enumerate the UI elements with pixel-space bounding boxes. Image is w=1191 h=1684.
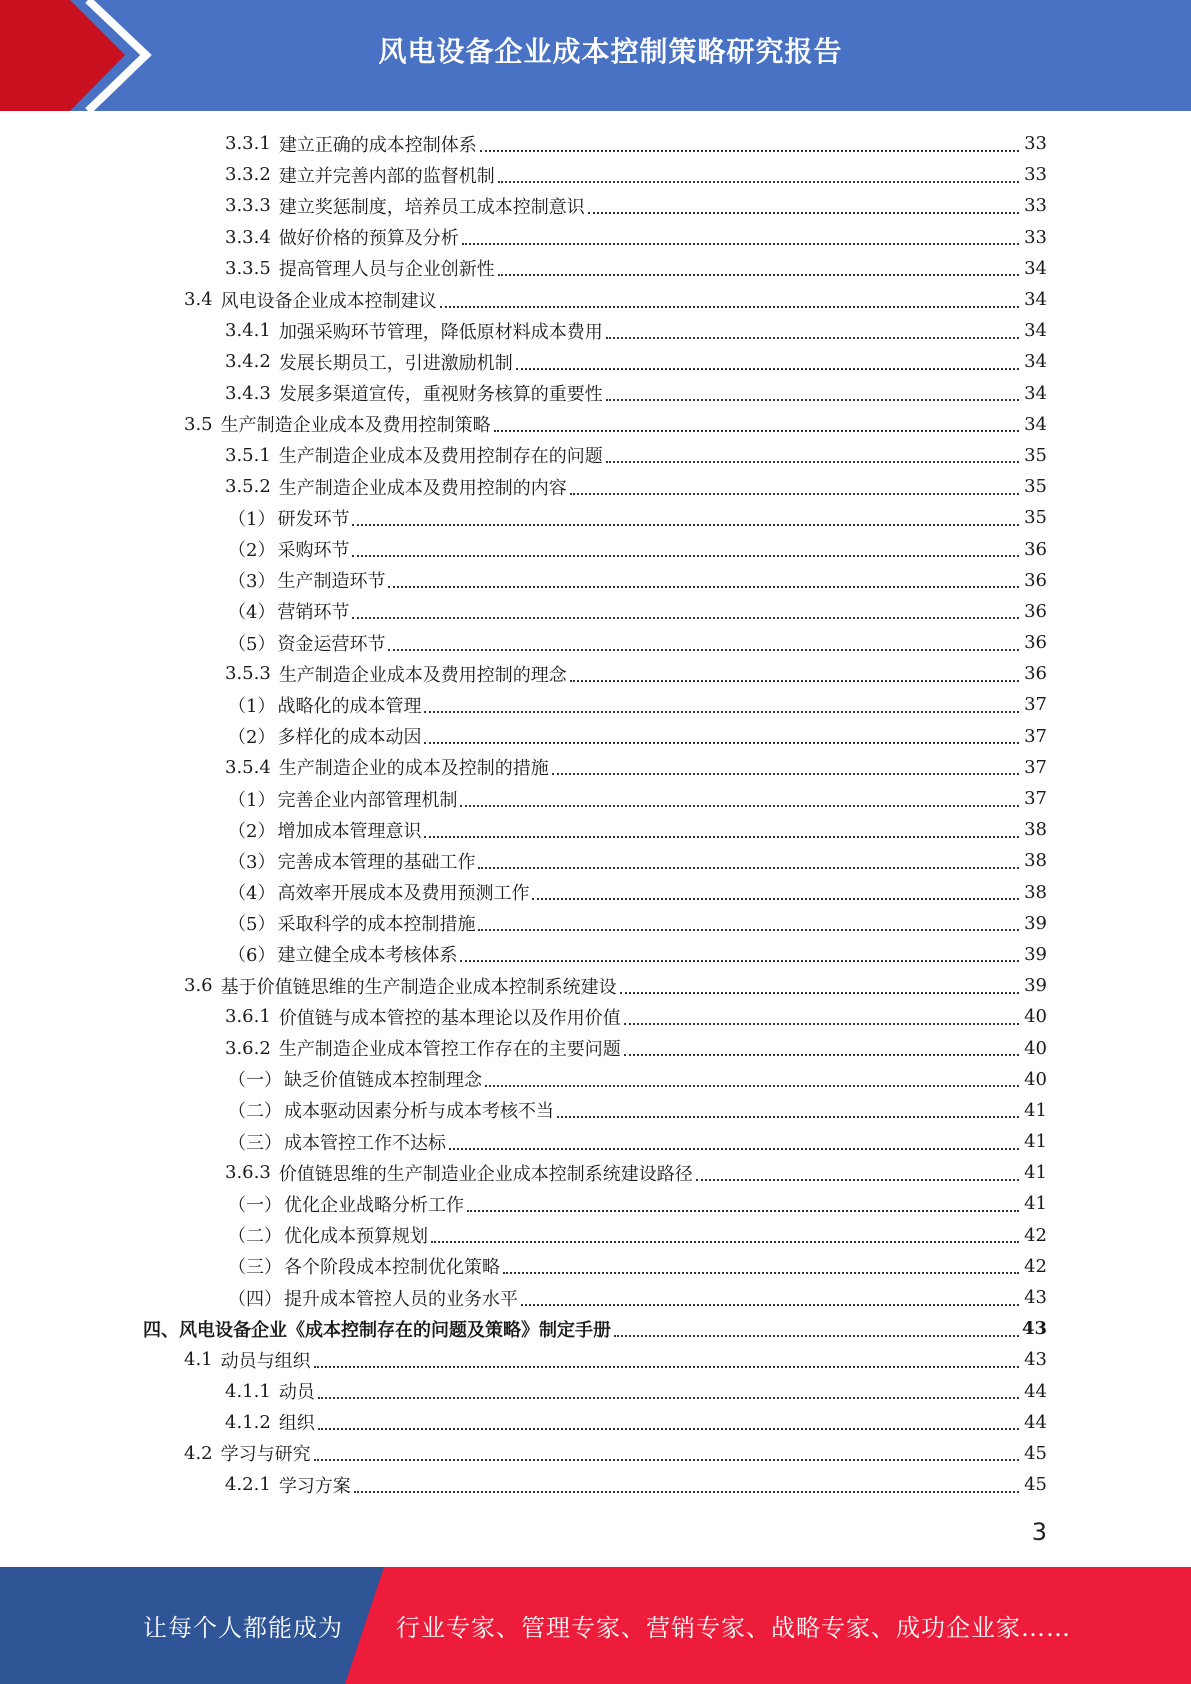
toc-entry-number: 3.3.5 bbox=[225, 257, 271, 279]
toc-entry-number: （4） bbox=[228, 602, 276, 624]
toc-entry-title: 高效率开展成本及费用预测工作 bbox=[277, 883, 530, 905]
toc-entry-title: 学习方案 bbox=[278, 1475, 351, 1497]
toc-entry-title: 组织 bbox=[278, 1413, 315, 1435]
toc-dot-leader bbox=[449, 1130, 1019, 1150]
toc-dot-leader bbox=[388, 568, 1019, 588]
toc-dot-leader bbox=[532, 880, 1019, 900]
toc-dot-leader bbox=[424, 693, 1019, 713]
toc-dot-leader bbox=[494, 412, 1019, 432]
toc-entry-number: 3.3.3 bbox=[225, 195, 271, 217]
toc-entry-page: 39 bbox=[1024, 943, 1047, 965]
toc-entry[interactable] bbox=[0, 1376, 1191, 1407]
toc-dot-leader bbox=[352, 599, 1019, 619]
toc-entry-number: （3） bbox=[228, 571, 276, 593]
toc-entry-number: 4.2 bbox=[184, 1442, 213, 1464]
toc-entry[interactable] bbox=[0, 1001, 1191, 1032]
toc-entry[interactable] bbox=[0, 253, 1191, 284]
toc-entry[interactable] bbox=[0, 440, 1191, 471]
toc-entry-page: 40 bbox=[1024, 1037, 1047, 1059]
toc-entry-number: 3.3.2 bbox=[225, 164, 271, 186]
toc-entry-number: 3.6.1 bbox=[225, 1006, 271, 1028]
toc-entry[interactable] bbox=[0, 1220, 1191, 1251]
toc-entry-page: 36 bbox=[1024, 663, 1047, 685]
toc-dot-leader bbox=[620, 974, 1019, 994]
toc-dot-leader bbox=[460, 787, 1019, 807]
toc-dot-leader bbox=[314, 1348, 1019, 1368]
toc-entry-page: 34 bbox=[1024, 382, 1047, 404]
toc-entry-number: 4.1.1 bbox=[225, 1380, 271, 1402]
toc-dot-leader bbox=[696, 1161, 1019, 1181]
toc-entry-page: 43 bbox=[1024, 1349, 1047, 1371]
toc-entry-number: （四） bbox=[228, 1288, 282, 1310]
toc-entry[interactable] bbox=[0, 939, 1191, 970]
toc-entry-title: 缺乏价值链成本控制理念 bbox=[284, 1070, 482, 1092]
toc-entry-page: 40 bbox=[1024, 1006, 1047, 1028]
toc-entry-title: 研发环节 bbox=[277, 508, 350, 530]
toc-entry[interactable] bbox=[0, 190, 1191, 221]
toc-dot-leader bbox=[570, 475, 1019, 495]
toc-entry-number: （2） bbox=[228, 727, 276, 749]
toc-entry[interactable] bbox=[0, 1407, 1191, 1438]
toc-entry-number: 3.4.2 bbox=[225, 351, 271, 373]
toc-entry[interactable] bbox=[0, 409, 1191, 440]
toc-entry-title: 资金运营环节 bbox=[277, 633, 386, 655]
toc-entry-number: 3.5.4 bbox=[225, 756, 271, 778]
toc-entry-page: 44 bbox=[1024, 1411, 1047, 1433]
report-title: 风电设备企业成本控制策略研究报告 bbox=[378, 35, 843, 68]
toc-entry[interactable] bbox=[0, 159, 1191, 190]
toc-entry-number: （5） bbox=[228, 914, 276, 936]
toc-entry-title: 生产制造企业的成本及控制的措施 bbox=[278, 758, 549, 780]
toc-entry[interactable] bbox=[0, 1064, 1191, 1095]
toc-entry-number: （3） bbox=[228, 851, 276, 873]
toc-entry[interactable] bbox=[0, 1282, 1191, 1313]
toc-entry-number: 4.1 bbox=[184, 1349, 213, 1371]
toc-entry-title: 完善企业内部管理机制 bbox=[277, 789, 458, 811]
toc-entry-title: 生产制造企业成本及费用控制策略 bbox=[220, 415, 491, 437]
toc-dot-leader bbox=[498, 163, 1019, 183]
toc-dot-leader bbox=[318, 1379, 1019, 1399]
toc-dot-leader bbox=[570, 662, 1019, 682]
toc-entry-page: 44 bbox=[1024, 1380, 1047, 1402]
toc-entry-title: 发展多渠道宣传，重视财务核算的重要性 bbox=[278, 384, 603, 406]
toc-entry[interactable] bbox=[0, 752, 1191, 783]
toc-dot-leader bbox=[516, 350, 1019, 370]
toc-entry-title: 成本管控工作不达标 bbox=[284, 1132, 446, 1154]
toc-dot-leader bbox=[552, 755, 1019, 775]
toc-entry[interactable] bbox=[0, 1095, 1191, 1126]
toc-entry-title: 增加成本管理意识 bbox=[277, 820, 422, 842]
toc-dot-leader bbox=[624, 1036, 1019, 1056]
toc-entry-page: 41 bbox=[1024, 1193, 1047, 1215]
toc-entry-title: 做好价格的预算及分析 bbox=[278, 228, 459, 250]
toc-entry[interactable] bbox=[0, 1188, 1191, 1219]
toc-dot-leader bbox=[478, 849, 1019, 869]
toc-entry-number: 3.6.3 bbox=[225, 1162, 271, 1184]
toc-entry-title: 完善成本管理的基础工作 bbox=[277, 851, 476, 873]
toc-entry-title: 建立正确的成本控制体系 bbox=[278, 134, 477, 156]
toc-entry-page: 42 bbox=[1024, 1255, 1047, 1277]
toc-entry-page: 37 bbox=[1024, 788, 1047, 810]
toc-entry[interactable] bbox=[0, 284, 1191, 315]
toc-dot-leader bbox=[352, 537, 1019, 557]
toc-entry-page: 38 bbox=[1024, 850, 1047, 872]
toc-entry[interactable] bbox=[0, 128, 1191, 159]
toc-entry-title: 风电设备企业《成本控制存在的问题及策略》制定手册 bbox=[179, 1319, 611, 1341]
toc-entry-title: 动员 bbox=[278, 1382, 315, 1404]
table-of-contents bbox=[0, 128, 1191, 1500]
toc-dot-leader bbox=[606, 319, 1019, 339]
toc-entry-title: 生产制造企业成本及费用控制的内容 bbox=[278, 477, 567, 499]
toc-dot-leader bbox=[624, 1005, 1019, 1025]
toc-entry[interactable] bbox=[0, 658, 1191, 689]
toc-entry[interactable] bbox=[0, 1126, 1191, 1157]
toc-dot-leader bbox=[440, 288, 1019, 308]
toc-entry[interactable] bbox=[0, 970, 1191, 1001]
toc-entry-number: （1） bbox=[228, 508, 276, 530]
toc-entry[interactable] bbox=[0, 1157, 1191, 1188]
toc-entry-page: 34 bbox=[1024, 289, 1047, 311]
toc-entry-title: 建立奖惩制度，培养员工成本控制意识 bbox=[278, 196, 585, 218]
toc-entry-page: 45 bbox=[1024, 1442, 1047, 1464]
toc-entry-title: 基于价值链思维的生产制造企业成本控制系统建设 bbox=[220, 976, 617, 998]
toc-entry-title: 成本驱动因素分析与成本考核不当 bbox=[284, 1101, 554, 1123]
toc-dot-leader bbox=[431, 1223, 1019, 1243]
page-header bbox=[0, 0, 1191, 111]
toc-entry-page: 41 bbox=[1024, 1099, 1047, 1121]
toc-entry-page: 33 bbox=[1024, 195, 1047, 217]
toc-entry-page: 39 bbox=[1024, 975, 1047, 997]
toc-entry[interactable] bbox=[0, 627, 1191, 658]
toc-entry-page: 34 bbox=[1024, 257, 1047, 279]
toc-entry-title: 动员与组织 bbox=[220, 1350, 311, 1372]
toc-entry-number: （1） bbox=[228, 789, 276, 811]
toc-entry-title: 价值链思维的生产制造业企业成本控制系统建设路径 bbox=[278, 1163, 693, 1185]
toc-entry[interactable] bbox=[0, 877, 1191, 908]
toc-entry[interactable] bbox=[0, 378, 1191, 409]
toc-entry-title: 采购环节 bbox=[277, 540, 350, 562]
toc-dot-leader bbox=[467, 1192, 1019, 1212]
toc-entry-title: 多样化的成本动因 bbox=[277, 727, 422, 749]
toc-entry-number: （三） bbox=[228, 1257, 282, 1279]
toc-dot-leader bbox=[478, 911, 1019, 931]
toc-dot-leader bbox=[485, 1067, 1019, 1087]
toc-entry[interactable] bbox=[0, 1344, 1191, 1375]
toc-entry-title: 生产制造企业成本及费用控制的理念 bbox=[278, 664, 567, 686]
toc-entry-title: 优化成本预算规划 bbox=[284, 1226, 428, 1248]
toc-dot-leader bbox=[606, 381, 1019, 401]
toc-dot-leader bbox=[354, 1473, 1019, 1493]
toc-dot-leader bbox=[503, 1254, 1019, 1274]
page-number: 3 bbox=[1031, 1518, 1047, 1546]
toc-entry-number: 3.4.3 bbox=[225, 382, 271, 404]
toc-entry-page: 45 bbox=[1024, 1474, 1047, 1496]
toc-entry-page: 43 bbox=[1021, 1318, 1047, 1340]
toc-entry-page: 34 bbox=[1024, 320, 1047, 342]
toc-entry-page: 34 bbox=[1024, 413, 1047, 435]
toc-dot-leader bbox=[557, 1098, 1019, 1118]
toc-entry-page: 35 bbox=[1024, 507, 1047, 529]
toc-entry-number: 3.4 bbox=[184, 289, 213, 311]
toc-entry-title: 优化企业战略分析工作 bbox=[284, 1194, 464, 1216]
toc-entry-title: 发展长期员工，引进激励机制 bbox=[278, 352, 513, 374]
toc-entry[interactable] bbox=[0, 502, 1191, 533]
toc-entry-page: 43 bbox=[1024, 1287, 1047, 1309]
toc-dot-leader bbox=[424, 818, 1019, 838]
toc-entry-number: （一） bbox=[228, 1070, 282, 1092]
toc-dot-leader bbox=[521, 1286, 1019, 1306]
toc-entry-title: 学习与研究 bbox=[220, 1444, 311, 1466]
toc-entry-title: 提高管理人员与企业创新性 bbox=[278, 259, 495, 281]
toc-entry-number: 3.5.1 bbox=[225, 444, 271, 466]
toc-entry[interactable] bbox=[0, 814, 1191, 845]
toc-entry[interactable] bbox=[0, 689, 1191, 720]
toc-entry-number: 3.4.1 bbox=[225, 320, 271, 342]
toc-dot-leader bbox=[462, 225, 1019, 245]
toc-dot-leader bbox=[606, 443, 1019, 463]
toc-entry-page: 33 bbox=[1024, 226, 1047, 248]
toc-entry-title: 价值链与成本管控的基本理论以及作用价值 bbox=[278, 1007, 621, 1029]
toc-entry-number: （2） bbox=[228, 540, 276, 562]
toc-dot-leader bbox=[314, 1441, 1019, 1461]
toc-entry-number: （二） bbox=[228, 1226, 282, 1248]
toc-entry-page: 38 bbox=[1024, 819, 1047, 841]
toc-entry-page: 37 bbox=[1024, 694, 1047, 716]
toc-entry-title: 提升成本管控人员的业务水平 bbox=[284, 1288, 518, 1310]
footer-slogan-right: 行业专家、管理专家、营销专家、战略专家、成功企业家…… bbox=[396, 1614, 1071, 1642]
page-footer bbox=[0, 1567, 1191, 1684]
toc-entry[interactable] bbox=[0, 1313, 1191, 1344]
toc-entry-number: 4.1.2 bbox=[225, 1411, 271, 1433]
toc-entry-title: 各个阶段成本控制优化策略 bbox=[284, 1257, 500, 1279]
toc-entry-title: 建立并完善内部的监督机制 bbox=[278, 165, 495, 187]
toc-entry-title: 风电设备企业成本控制建议 bbox=[220, 290, 437, 312]
toc-entry-page: 35 bbox=[1024, 444, 1047, 466]
toc-entry[interactable] bbox=[0, 1438, 1191, 1469]
toc-entry-page: 36 bbox=[1024, 632, 1047, 654]
toc-entry-number: （二） bbox=[228, 1101, 282, 1123]
toc-entry-number: 3.6.2 bbox=[225, 1037, 271, 1059]
toc-entry-page: 37 bbox=[1024, 756, 1047, 778]
toc-entry-page: 34 bbox=[1024, 351, 1047, 373]
toc-entry-page: 37 bbox=[1024, 725, 1047, 747]
toc-entry-title: 建立健全成本考核体系 bbox=[277, 945, 458, 967]
toc-dot-leader bbox=[388, 631, 1019, 651]
toc-dot-leader bbox=[588, 194, 1019, 214]
toc-entry-title: 营销环节 bbox=[277, 602, 350, 624]
toc-entry-title: 生产制造企业成本及费用控制存在的问题 bbox=[278, 446, 603, 468]
toc-entry[interactable] bbox=[0, 783, 1191, 814]
toc-entry[interactable] bbox=[0, 1032, 1191, 1063]
toc-entry-page: 41 bbox=[1024, 1131, 1047, 1153]
toc-entry-page: 40 bbox=[1024, 1068, 1047, 1090]
toc-entry-number: （三） bbox=[228, 1132, 282, 1154]
toc-entry-number: 3.5 bbox=[184, 413, 213, 435]
toc-entry[interactable] bbox=[0, 596, 1191, 627]
toc-dot-leader bbox=[498, 256, 1019, 276]
toc-entry[interactable] bbox=[0, 721, 1191, 752]
toc-dot-leader bbox=[424, 724, 1019, 744]
toc-entry-number: （2） bbox=[228, 820, 276, 842]
toc-entry-number: 四、 bbox=[143, 1319, 179, 1341]
toc-entry-page: 36 bbox=[1024, 538, 1047, 560]
toc-dot-leader bbox=[480, 132, 1019, 152]
toc-entry[interactable] bbox=[0, 346, 1191, 377]
toc-entry-title: 加强采购环节管理，降低原材料成本费用 bbox=[278, 321, 603, 343]
toc-entry[interactable] bbox=[0, 315, 1191, 346]
toc-entry-number: （1） bbox=[228, 695, 276, 717]
toc-entry-page: 35 bbox=[1024, 476, 1047, 498]
toc-entry[interactable] bbox=[0, 845, 1191, 876]
toc-entry-page: 33 bbox=[1024, 133, 1047, 155]
toc-entry-number: 4.2.1 bbox=[225, 1474, 271, 1496]
toc-entry-number: （5） bbox=[228, 633, 276, 655]
toc-entry-page: 36 bbox=[1024, 569, 1047, 591]
toc-entry[interactable] bbox=[0, 1469, 1191, 1500]
toc-entry-title: 生产制造企业成本管控工作存在的主要问题 bbox=[278, 1039, 621, 1061]
toc-entry-number: 3.3.1 bbox=[225, 133, 271, 155]
toc-entry-number: 3.5.2 bbox=[225, 476, 271, 498]
toc-entry-page: 38 bbox=[1024, 881, 1047, 903]
toc-entry-page: 36 bbox=[1024, 600, 1047, 622]
toc-dot-leader bbox=[614, 1317, 1019, 1337]
toc-entry[interactable] bbox=[0, 1251, 1191, 1282]
toc-dot-leader bbox=[460, 942, 1019, 962]
toc-dot-leader bbox=[352, 506, 1019, 526]
toc-entry-number: 3.3.4 bbox=[225, 226, 271, 248]
toc-entry-number: （一） bbox=[228, 1194, 282, 1216]
toc-entry-title: 采取科学的成本控制措施 bbox=[277, 914, 476, 936]
toc-entry[interactable] bbox=[0, 565, 1191, 596]
toc-entry-number: （6） bbox=[228, 945, 276, 967]
toc-entry[interactable] bbox=[0, 908, 1191, 939]
toc-entry-page: 33 bbox=[1024, 164, 1047, 186]
toc-entry-number: （4） bbox=[228, 883, 276, 905]
toc-dot-leader bbox=[318, 1410, 1019, 1430]
header-arrow-decoration bbox=[0, 0, 160, 111]
toc-entry-title: 战略化的成本管理 bbox=[277, 695, 422, 717]
toc-entry[interactable] bbox=[0, 222, 1191, 253]
footer-slogan-left: 让每个人都能成为 bbox=[143, 1614, 343, 1642]
toc-entry[interactable] bbox=[0, 533, 1191, 564]
toc-entry[interactable] bbox=[0, 471, 1191, 502]
toc-entry-page: 42 bbox=[1024, 1224, 1047, 1246]
toc-entry-page: 39 bbox=[1024, 912, 1047, 934]
toc-entry-number: 3.6 bbox=[184, 975, 213, 997]
toc-entry-title: 生产制造环节 bbox=[277, 571, 386, 593]
toc-entry-page: 41 bbox=[1024, 1162, 1047, 1184]
toc-entry-number: 3.5.3 bbox=[225, 663, 271, 685]
